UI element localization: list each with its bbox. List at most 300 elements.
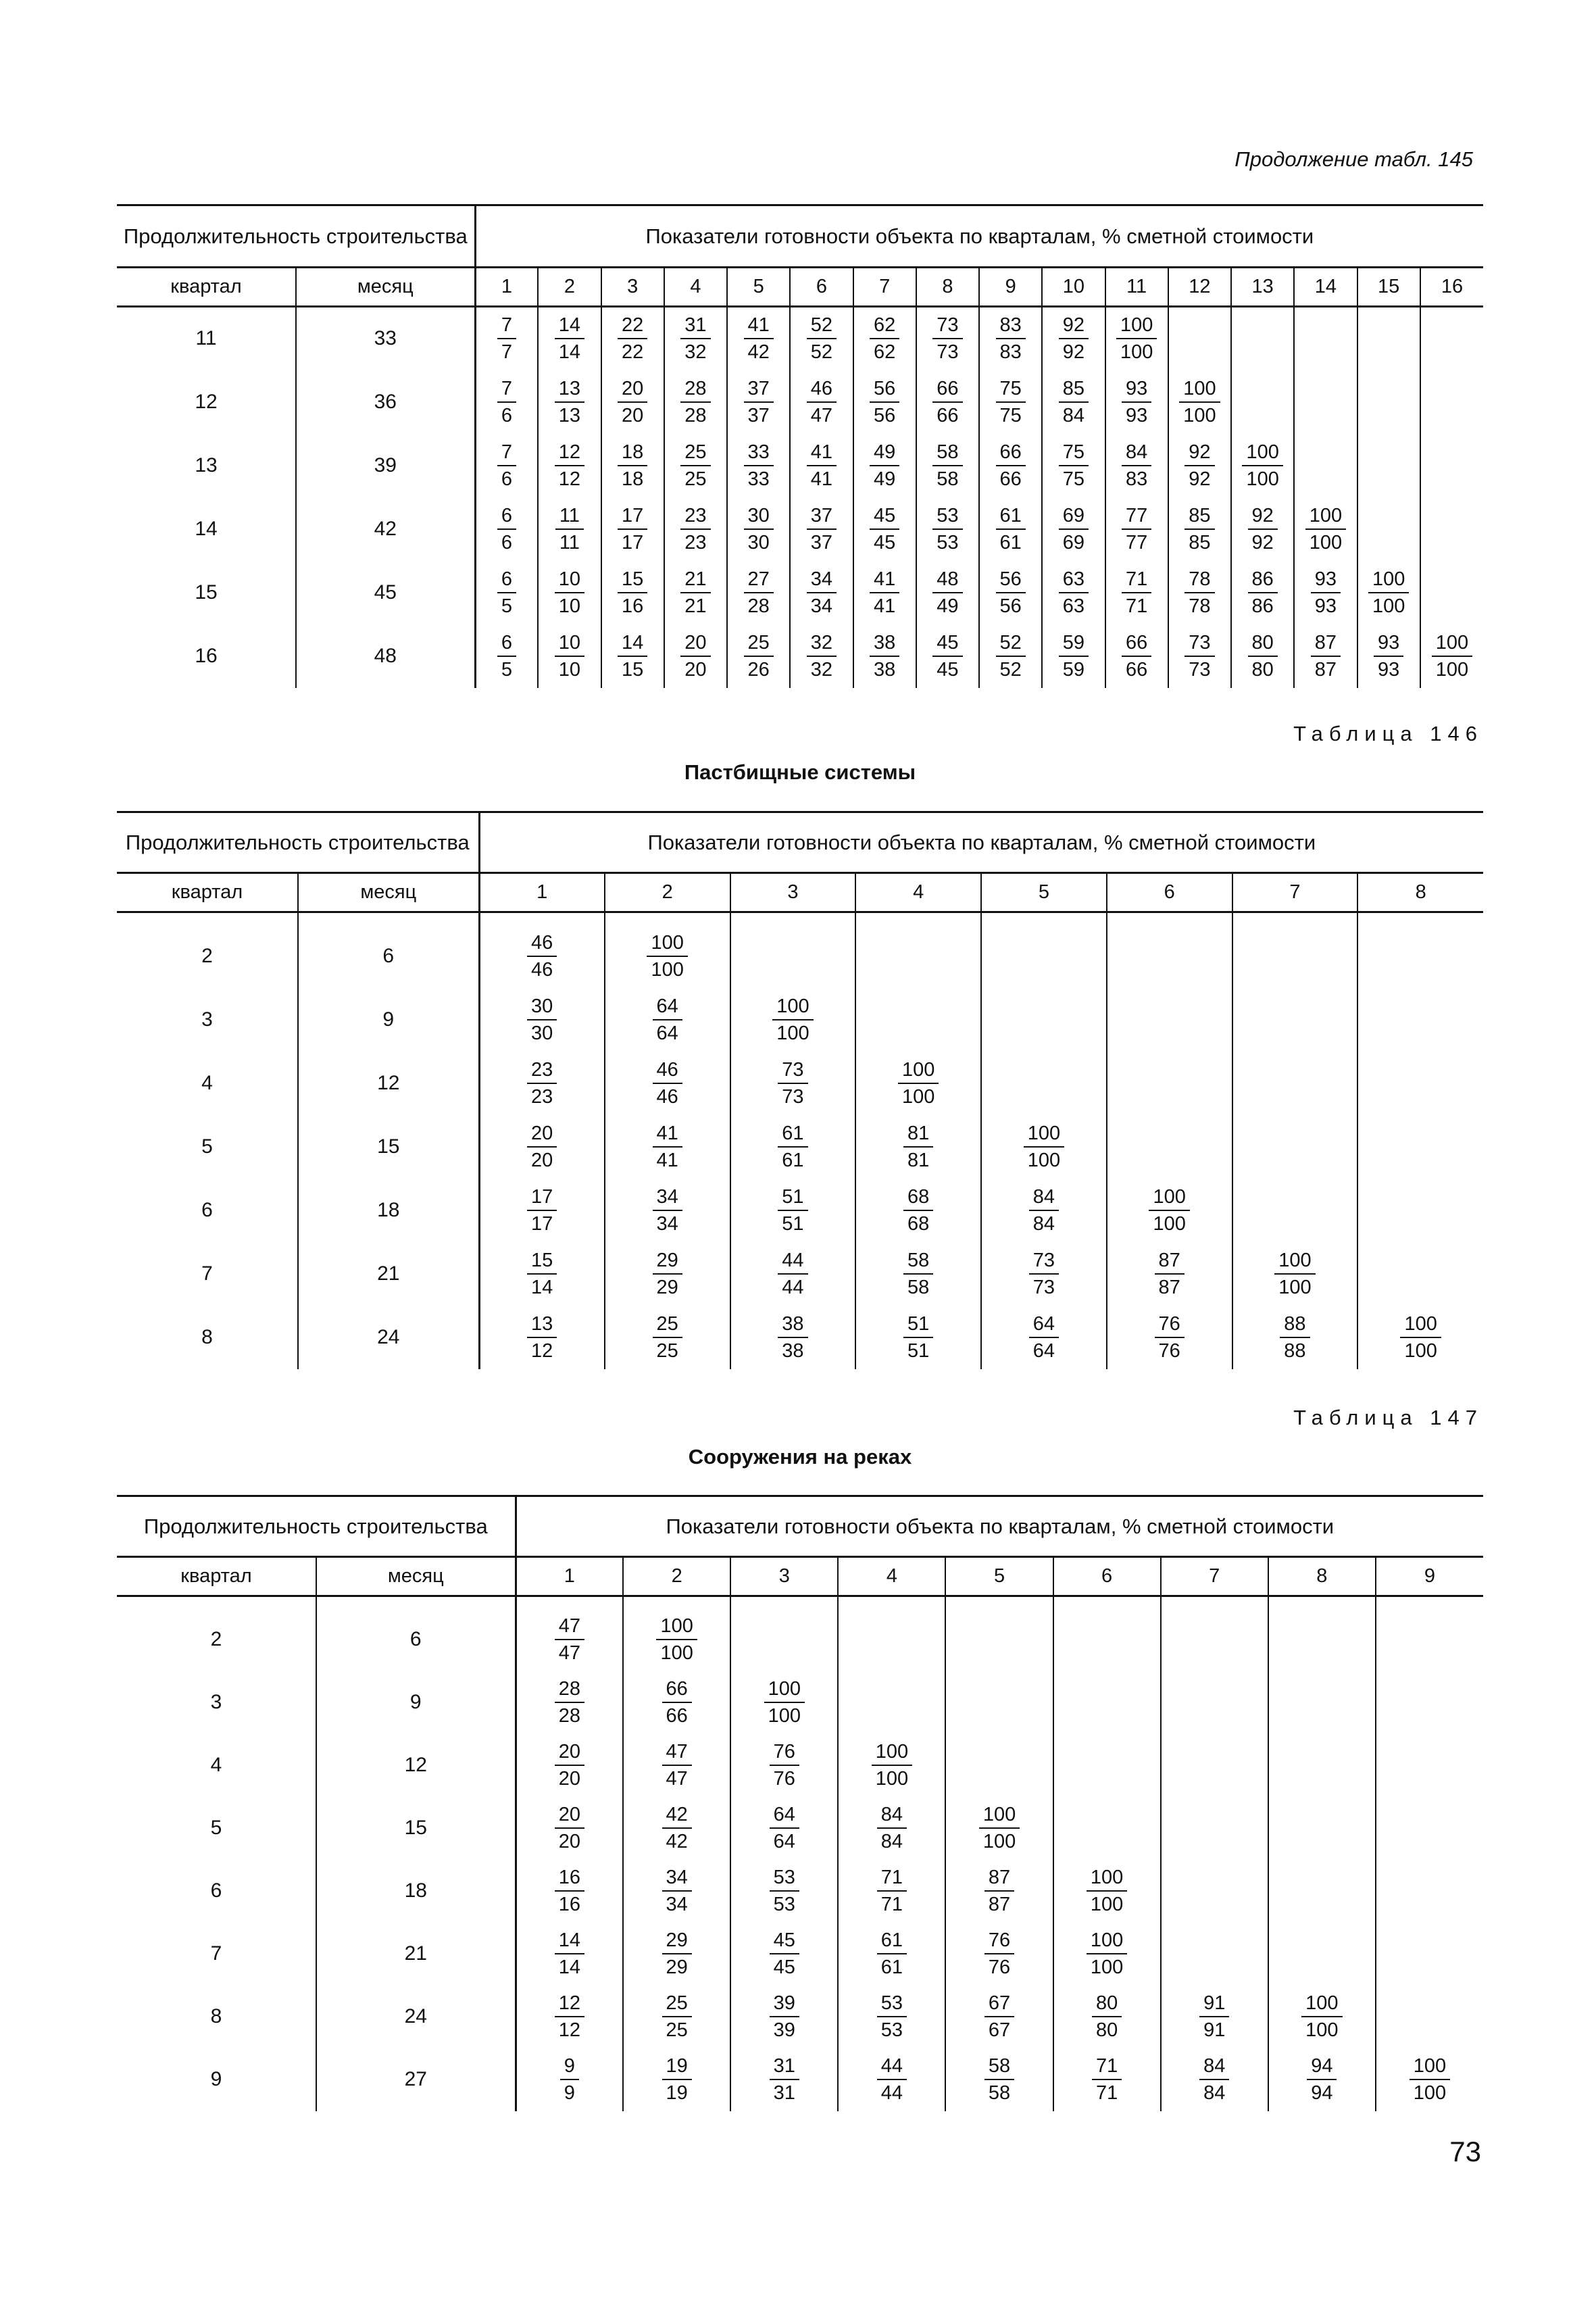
fraction (1155, 1248, 1184, 1300)
column-header: 7 (1232, 873, 1358, 912)
denominator: 23 (684, 531, 707, 553)
denominator: 73 (1189, 658, 1211, 681)
value-cell (516, 1797, 623, 1860)
column-header: 6 (1053, 1557, 1161, 1596)
value-cell (730, 1986, 838, 2048)
denominator: 77 (1126, 531, 1148, 553)
fraction (770, 2053, 799, 2106)
denominator: 45 (937, 658, 959, 681)
denominator: 61 (999, 531, 1022, 553)
numerator: 100 (1368, 566, 1409, 593)
quarter-cell: 8 (201, 1325, 213, 1348)
numerator: 87 (984, 1865, 1014, 1892)
value-cell (475, 624, 538, 688)
fraction (932, 630, 962, 683)
numerator: 75 (1059, 439, 1089, 466)
value-cell (855, 925, 981, 988)
value-cell (853, 307, 916, 370)
denominator: 20 (558, 1768, 580, 1790)
numerator: 69 (1059, 503, 1089, 530)
denominator: 83 (999, 341, 1022, 364)
table-row (117, 1797, 1483, 1860)
numerator: 93 (1374, 630, 1403, 657)
fraction (497, 439, 516, 492)
quarter-cell: 15 (195, 581, 218, 604)
fraction (996, 630, 1026, 683)
fraction (996, 566, 1026, 619)
table-row (117, 1986, 1483, 2048)
column-header: 13 (1231, 268, 1294, 307)
value-cell (1294, 370, 1357, 434)
value-cell (855, 988, 981, 1052)
value-cell (790, 370, 853, 434)
value-cell (1053, 2048, 1161, 2111)
numerator: 100 (1116, 312, 1157, 339)
value-cell (1357, 925, 1483, 988)
value-cell (1161, 2048, 1268, 2111)
value-cell (1053, 1986, 1161, 2048)
denominator: 49 (874, 468, 896, 490)
duration-header: Продолжительность строительства (117, 205, 475, 268)
value-cell (838, 1797, 945, 1860)
fraction (555, 312, 584, 365)
denominator: 94 (1311, 2082, 1333, 2104)
fraction (1122, 376, 1151, 428)
column-header: 11 (1105, 268, 1168, 307)
denominator: 100 (776, 1022, 809, 1044)
value-cell (664, 624, 727, 688)
denominator: 81 (907, 1149, 930, 1171)
month-header: месяц (296, 268, 475, 307)
numerator: 66 (662, 1676, 692, 1703)
value-cell (790, 497, 853, 561)
numerator: 67 (984, 1990, 1014, 2017)
numerator: 59 (1059, 630, 1089, 657)
value-cell (623, 2048, 730, 2111)
table-145 (117, 204, 1483, 688)
numerator: 34 (807, 566, 837, 593)
denominator: 38 (874, 658, 896, 681)
value-cell (1042, 624, 1105, 688)
numerator: 87 (1311, 630, 1341, 657)
value-cell (1268, 1734, 1376, 1797)
numerator: 81 (903, 1121, 933, 1148)
value-cell (1294, 624, 1357, 688)
value-cell (1232, 1052, 1358, 1115)
duration-header: Продолжительность строительства (117, 812, 479, 873)
value-cell (1161, 1734, 1268, 1797)
value-cell (730, 1608, 838, 1671)
fraction (1116, 312, 1157, 365)
numerator: 14 (555, 1927, 584, 1954)
numerator: 66 (932, 376, 962, 403)
denominator: 100 (768, 1705, 801, 1727)
column-header: 16 (1420, 268, 1483, 307)
numerator: 6 (497, 630, 516, 657)
denominator: 100 (1413, 2082, 1447, 2104)
numerator: 37 (807, 503, 837, 530)
denominator: 100 (982, 1831, 1016, 1852)
continuation-title: Продолжение табл. 145 (1235, 147, 1473, 171)
fraction (1307, 2053, 1337, 2106)
value-cell (538, 434, 601, 497)
fraction (555, 566, 584, 619)
numerator: 19 (662, 2053, 692, 2080)
numerator: 71 (1122, 566, 1151, 593)
numerator: 33 (744, 439, 774, 466)
value-cell (475, 370, 538, 434)
denominator: 10 (558, 658, 581, 681)
denominator: 52 (999, 658, 1022, 681)
month-cell: 18 (298, 1179, 479, 1242)
value-cell (730, 1052, 856, 1115)
column-header: 14 (1294, 268, 1357, 307)
denominator: 92 (1189, 468, 1211, 490)
value-cell (1168, 497, 1231, 561)
value-cell (730, 1734, 838, 1797)
value-cell (945, 1986, 1053, 2048)
denominator: 85 (1189, 531, 1211, 553)
denominator: 58 (937, 468, 959, 490)
denominator: 47 (666, 1768, 688, 1790)
fraction (807, 439, 837, 492)
value-cell (838, 1671, 945, 1734)
fraction (996, 439, 1026, 492)
value-cell (1420, 561, 1483, 624)
fraction (1029, 1248, 1059, 1300)
page-number: 73 (1449, 2136, 1481, 2167)
denominator: 6 (501, 404, 512, 426)
numerator: 87 (1155, 1248, 1184, 1275)
fraction (1092, 2053, 1122, 2106)
denominator: 37 (747, 404, 770, 426)
value-cell (475, 497, 538, 561)
value-cell (1105, 624, 1168, 688)
numerator: 41 (807, 439, 837, 466)
fraction (527, 1121, 557, 1173)
numerator: 100 (1410, 2053, 1450, 2080)
fraction (870, 503, 899, 556)
denominator: 59 (1062, 658, 1085, 681)
numerator: 75 (996, 376, 1026, 403)
value-cell (1231, 497, 1294, 561)
value-cell (730, 1179, 856, 1242)
fraction (1122, 503, 1151, 556)
value-cell (1357, 497, 1420, 561)
quarter-cell: 5 (201, 1135, 213, 1158)
denominator: 100 (1404, 1339, 1437, 1362)
value-cell (1231, 624, 1294, 688)
value-cell (1105, 497, 1168, 561)
denominator: 28 (684, 404, 707, 426)
numerator: 30 (744, 503, 774, 530)
value-cell (605, 1052, 730, 1115)
value-cell (730, 1306, 856, 1369)
value-cell (1420, 370, 1483, 434)
numerator: 76 (1155, 1311, 1184, 1338)
denominator: 13 (558, 404, 581, 426)
value-cell (855, 1052, 981, 1115)
value-cell (1168, 434, 1231, 497)
value-cell (1042, 434, 1105, 497)
value-cell (623, 1986, 730, 2048)
value-cell (475, 307, 538, 370)
numerator: 23 (680, 503, 710, 530)
fraction (1149, 1184, 1189, 1237)
denominator: 58 (907, 1276, 930, 1298)
fraction (1087, 1927, 1127, 1980)
denominator: 66 (666, 1705, 688, 1727)
denominator: 93 (1378, 658, 1400, 681)
denominator: 14 (558, 1956, 580, 1978)
numerator: 73 (778, 1057, 807, 1084)
fraction (527, 993, 557, 1046)
value-cell (979, 624, 1042, 688)
denominator: 51 (782, 1212, 804, 1235)
value-cell (945, 1671, 1053, 1734)
fraction (1368, 566, 1409, 619)
column-header: 2 (623, 1557, 730, 1596)
fraction (1248, 503, 1278, 556)
fraction (618, 439, 647, 492)
denominator: 58 (988, 2082, 1011, 2104)
fraction (807, 503, 837, 556)
quarter-cell: 7 (210, 1942, 222, 1965)
denominator: 5 (501, 595, 512, 617)
fraction (1179, 376, 1220, 428)
fraction (1311, 630, 1341, 683)
value-cell (623, 1923, 730, 1986)
value-cell (1168, 370, 1231, 434)
denominator: 84 (1062, 404, 1085, 426)
quarter-cell: 14 (195, 517, 218, 540)
denominator: 47 (810, 404, 833, 426)
fraction (560, 2053, 579, 2106)
numerator: 47 (662, 1739, 692, 1766)
fraction (1199, 2053, 1229, 2106)
value-cell (838, 1608, 945, 1671)
numerator: 100 (656, 1613, 697, 1640)
value-cell (1420, 307, 1483, 370)
value-cell (623, 1734, 730, 1797)
value-cell (727, 307, 790, 370)
value-cell (1231, 370, 1294, 434)
quarter-cell: 13 (195, 453, 218, 476)
numerator: 38 (870, 630, 899, 657)
fraction (618, 630, 647, 683)
value-cell (1357, 1306, 1483, 1369)
numerator: 46 (527, 930, 557, 957)
numerator: 17 (618, 503, 647, 530)
numerator: 61 (778, 1121, 807, 1148)
column-header: 8 (916, 268, 979, 307)
month-cell: 6 (316, 1608, 516, 1671)
quarter-cell: 6 (201, 1198, 213, 1221)
fraction (778, 1184, 807, 1237)
numerator: 100 (1274, 1248, 1315, 1275)
denominator: 100 (660, 1642, 693, 1664)
numerator: 13 (527, 1311, 557, 1338)
denominator: 64 (773, 1831, 795, 1852)
value-cell (981, 1306, 1107, 1369)
value-cell (623, 1608, 730, 1671)
numerator: 10 (555, 630, 584, 657)
denominator: 21 (684, 595, 707, 617)
month-cell: 15 (316, 1797, 516, 1860)
table-row (117, 1242, 1483, 1306)
column-header: 2 (605, 873, 730, 912)
value-cell (981, 988, 1107, 1052)
value-cell (623, 1797, 730, 1860)
value-cell (1161, 1671, 1268, 1734)
numerator: 100 (1305, 503, 1346, 530)
table-row (117, 561, 1483, 624)
numerator: 20 (680, 630, 710, 657)
month-cell: 36 (296, 370, 475, 434)
value-cell (838, 1734, 945, 1797)
month-header: месяц (316, 1557, 516, 1596)
numerator: 100 (872, 1739, 912, 1766)
fraction (932, 376, 962, 428)
column-header: 7 (1161, 1557, 1268, 1596)
value-cell (664, 434, 727, 497)
value-cell (664, 370, 727, 434)
denominator: 12 (558, 2019, 580, 2041)
value-cell (1231, 434, 1294, 497)
table-146 (117, 811, 1483, 1369)
numerator: 64 (653, 993, 682, 1020)
fraction (555, 1739, 584, 1792)
value-cell (979, 307, 1042, 370)
numerator: 41 (653, 1121, 682, 1148)
fraction (662, 1676, 692, 1729)
fraction (1242, 439, 1282, 492)
fraction (932, 312, 962, 365)
column-header: 12 (1168, 268, 1231, 307)
fraction (872, 1739, 912, 1792)
denominator: 28 (747, 595, 770, 617)
value-cell (1168, 307, 1231, 370)
fraction (1059, 566, 1089, 619)
value-cell (516, 1671, 623, 1734)
value-cell (1232, 988, 1358, 1052)
value-cell (1232, 1242, 1358, 1306)
value-cell (855, 1179, 981, 1242)
table-row (117, 2048, 1483, 2111)
value-cell (853, 497, 916, 561)
value-cell (516, 1734, 623, 1797)
numerator: 100 (1179, 376, 1220, 403)
numerator: 71 (877, 1865, 907, 1892)
denominator: 100 (1246, 468, 1279, 490)
value-cell (790, 434, 853, 497)
fraction (618, 566, 647, 619)
column-header: 1 (516, 1557, 623, 1596)
value-cell (479, 1052, 605, 1115)
fraction (877, 1990, 907, 2043)
value-cell (479, 1115, 605, 1179)
fraction (870, 630, 899, 683)
denominator: 100 (1027, 1149, 1061, 1171)
denominator: 62 (874, 341, 896, 364)
numerator: 52 (807, 312, 837, 339)
denominator: 87 (988, 1894, 1011, 1915)
denominator: 45 (773, 1956, 795, 1978)
numerator: 91 (1199, 1990, 1229, 2017)
denominator: 52 (810, 341, 833, 364)
numerator: 71 (1092, 2053, 1122, 2080)
indicators-header: Показатели готовности объекта по кварталам, % сметной стоимости (516, 1496, 1483, 1557)
value-cell (664, 307, 727, 370)
numerator: 20 (555, 1802, 584, 1829)
month-cell: 21 (316, 1923, 516, 1986)
fraction (984, 2053, 1014, 2106)
value-cell (979, 561, 1042, 624)
denominator: 5 (501, 658, 512, 681)
denominator: 66 (1126, 658, 1148, 681)
fraction (1122, 630, 1151, 683)
value-cell (853, 561, 916, 624)
value-cell (1268, 1860, 1376, 1923)
value-cell (1053, 1608, 1161, 1671)
value-cell (601, 434, 664, 497)
value-cell (790, 561, 853, 624)
value-cell (605, 925, 730, 988)
denominator: 100 (1183, 404, 1216, 426)
column-header: 6 (790, 268, 853, 307)
numerator: 68 (903, 1184, 933, 1211)
value-cell (1357, 434, 1420, 497)
value-cell (916, 434, 979, 497)
fraction (807, 312, 837, 365)
denominator: 20 (684, 658, 707, 681)
numerator: 61 (877, 1927, 907, 1954)
value-cell (664, 561, 727, 624)
denominator: 37 (810, 531, 833, 553)
numerator: 66 (1122, 630, 1151, 657)
denominator: 75 (1062, 468, 1085, 490)
quarter-header: квартал (117, 1557, 316, 1596)
denominator: 73 (937, 341, 959, 364)
denominator: 38 (782, 1339, 804, 1362)
value-cell (838, 1923, 945, 1986)
quarter-cell: 3 (210, 1691, 222, 1713)
value-cell (1294, 307, 1357, 370)
fraction (764, 1676, 805, 1729)
denominator: 84 (1032, 1212, 1055, 1235)
value-cell (730, 1860, 838, 1923)
fraction (979, 1802, 1020, 1854)
fraction (770, 1990, 799, 2043)
fraction (903, 1121, 933, 1173)
fraction (1184, 439, 1214, 492)
numerator: 63 (1059, 566, 1089, 593)
value-cell (1053, 1923, 1161, 1986)
column-header: 15 (1357, 268, 1420, 307)
fraction (1184, 566, 1214, 619)
fraction (1374, 630, 1403, 683)
fraction (778, 1311, 807, 1364)
column-header: 4 (855, 873, 981, 912)
fraction (1059, 376, 1089, 428)
numerator: 73 (1184, 630, 1214, 657)
fraction (744, 566, 774, 619)
numerator: 18 (618, 439, 647, 466)
month-cell: 18 (316, 1860, 516, 1923)
fraction (1087, 1865, 1127, 1917)
value-cell (1053, 1860, 1161, 1923)
fraction (555, 1990, 584, 2043)
